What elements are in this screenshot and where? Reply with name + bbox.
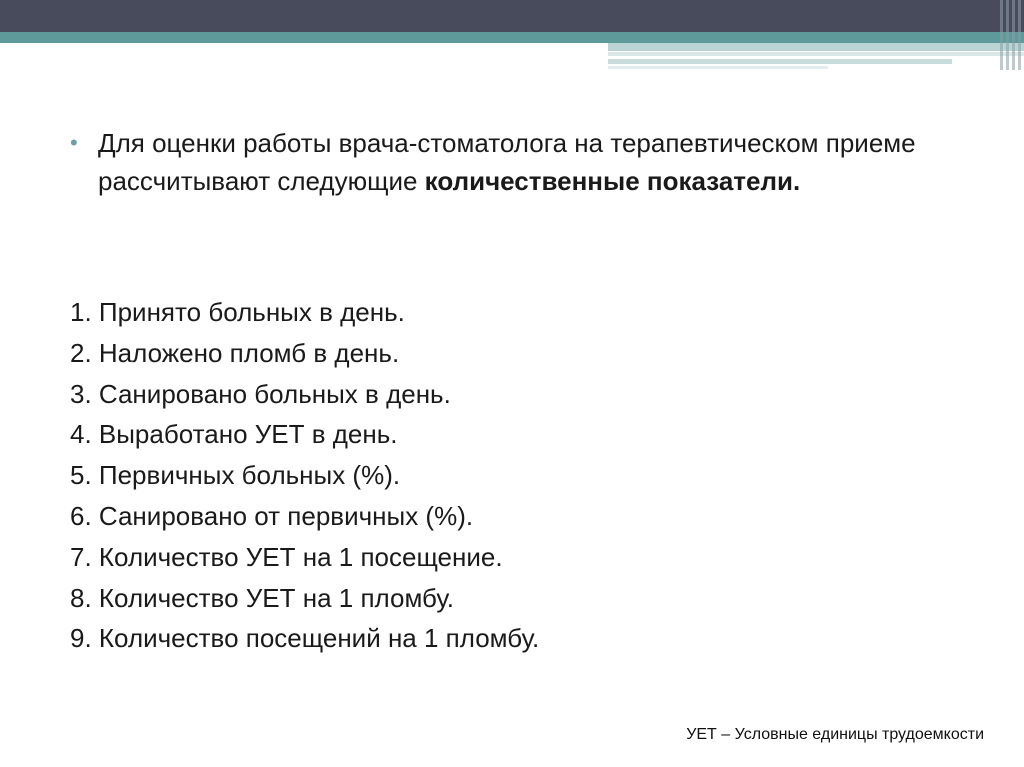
list-item: 6. Санировано от первичных (%). [70,500,474,531]
intro-text-plain: Для оценки работы врача-стоматолога на терапевтическом приеме рассчитывают следующие [98,128,916,196]
intro-text [98,124,950,200]
list-item: 3. Санировано больных в день. [70,378,451,409]
list-item: 2. Наложено пломб в день. [70,337,400,368]
list-item: 4. Выработано УЕТ в день. [70,419,398,450]
list-item: 1. Принято больных в день. [70,297,405,327]
list-item: 5. Первичных больных (%). [70,460,401,491]
header-band-teal [0,32,1024,43]
bullet-icon: • [70,130,78,155]
header-band-thin [608,52,1024,56]
indicator-list [70,292,539,659]
footnote: УЕТ – Условные единицы трудоемкости [686,726,984,743]
header-band-dark [0,0,1024,32]
intro-text-bold: количественные показатели. [424,166,801,196]
list-item: 9. Количество посещений на 1 пломбу. [70,623,540,654]
header-band-thin [608,59,952,64]
header-stripes [998,0,1024,70]
list-item: 8. Количество УЕТ на 1 пломбу. [70,582,454,613]
list-item: 7. Количество УЕТ на 1 посещение. [70,541,503,572]
header-band-thin [608,66,828,69]
header-band-teal-light [608,43,1024,51]
intro-paragraph [70,124,950,200]
